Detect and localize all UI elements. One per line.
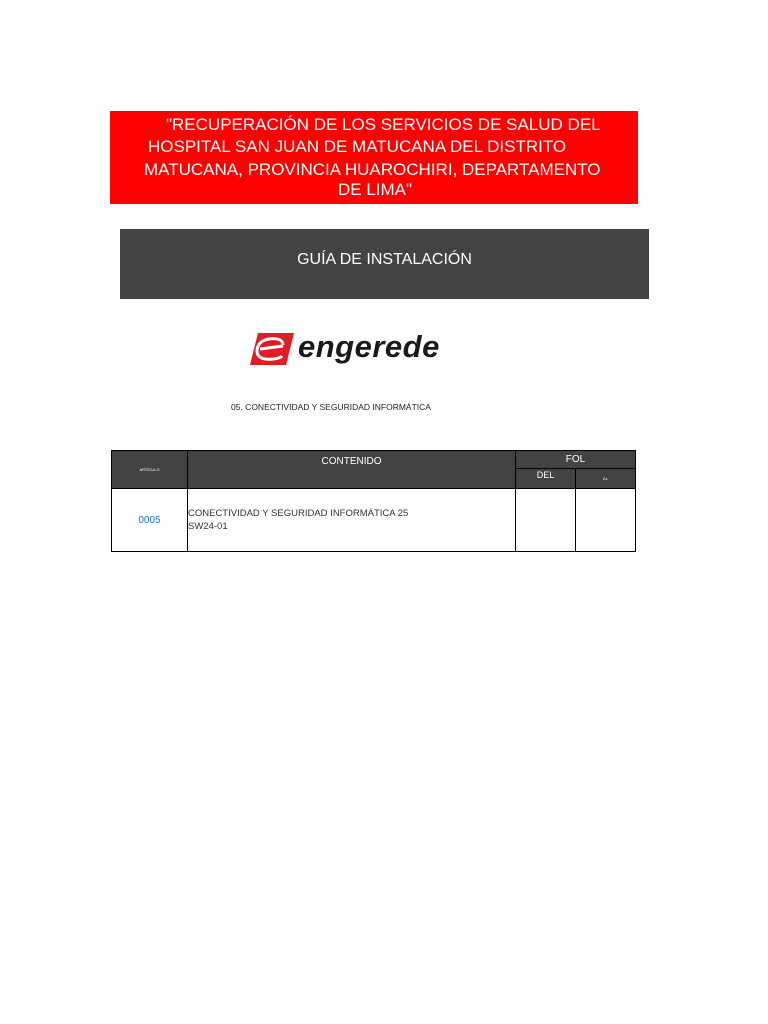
project-title-line-2: HOSPITAL SAN JUAN DE MATUCANA DEL DISTRITO (148, 137, 567, 156)
guide-title: GUÍA DE INSTALACIÓN (297, 251, 472, 268)
project-title-line-1: "RECUPERACIÓN DE LOS SERVICIOS DE SALUD DEL (166, 115, 601, 134)
section-label: 05. CONECTIVIDAD Y SEGURIDAD INFORMÁTICA (231, 402, 431, 412)
header-article: ARTÍCULO (112, 451, 188, 489)
project-title-banner (110, 111, 638, 204)
folio-from-cell (516, 489, 576, 552)
index-table (111, 450, 636, 552)
guide-title-banner (120, 229, 649, 299)
header-to: AL (576, 469, 636, 489)
table-row (112, 489, 636, 552)
content-cell (188, 489, 516, 552)
header-folio: FOL (516, 451, 636, 469)
folio-to-cell (576, 489, 636, 552)
project-title-line-3: MATUCANA, PROVINCIA HUAROCHIRI, DEPARTAMENTO (144, 160, 601, 179)
logo-wordmark: engerede (298, 329, 440, 364)
header-from: DEL (516, 469, 576, 489)
company-logo (250, 330, 500, 370)
article-number-link[interactable]: 0005 (112, 489, 188, 552)
header-content: CONTENIDO (188, 451, 516, 489)
content-line-2: SW24-01 (188, 521, 228, 532)
engerede-logo-icon (250, 333, 294, 365)
project-title-line-4: DE LIMA" (338, 180, 413, 199)
content-line-1: CONECTIVIDAD Y SEGURIDAD INFORMÁTICA 25 (188, 508, 409, 519)
header-row (112, 451, 636, 469)
